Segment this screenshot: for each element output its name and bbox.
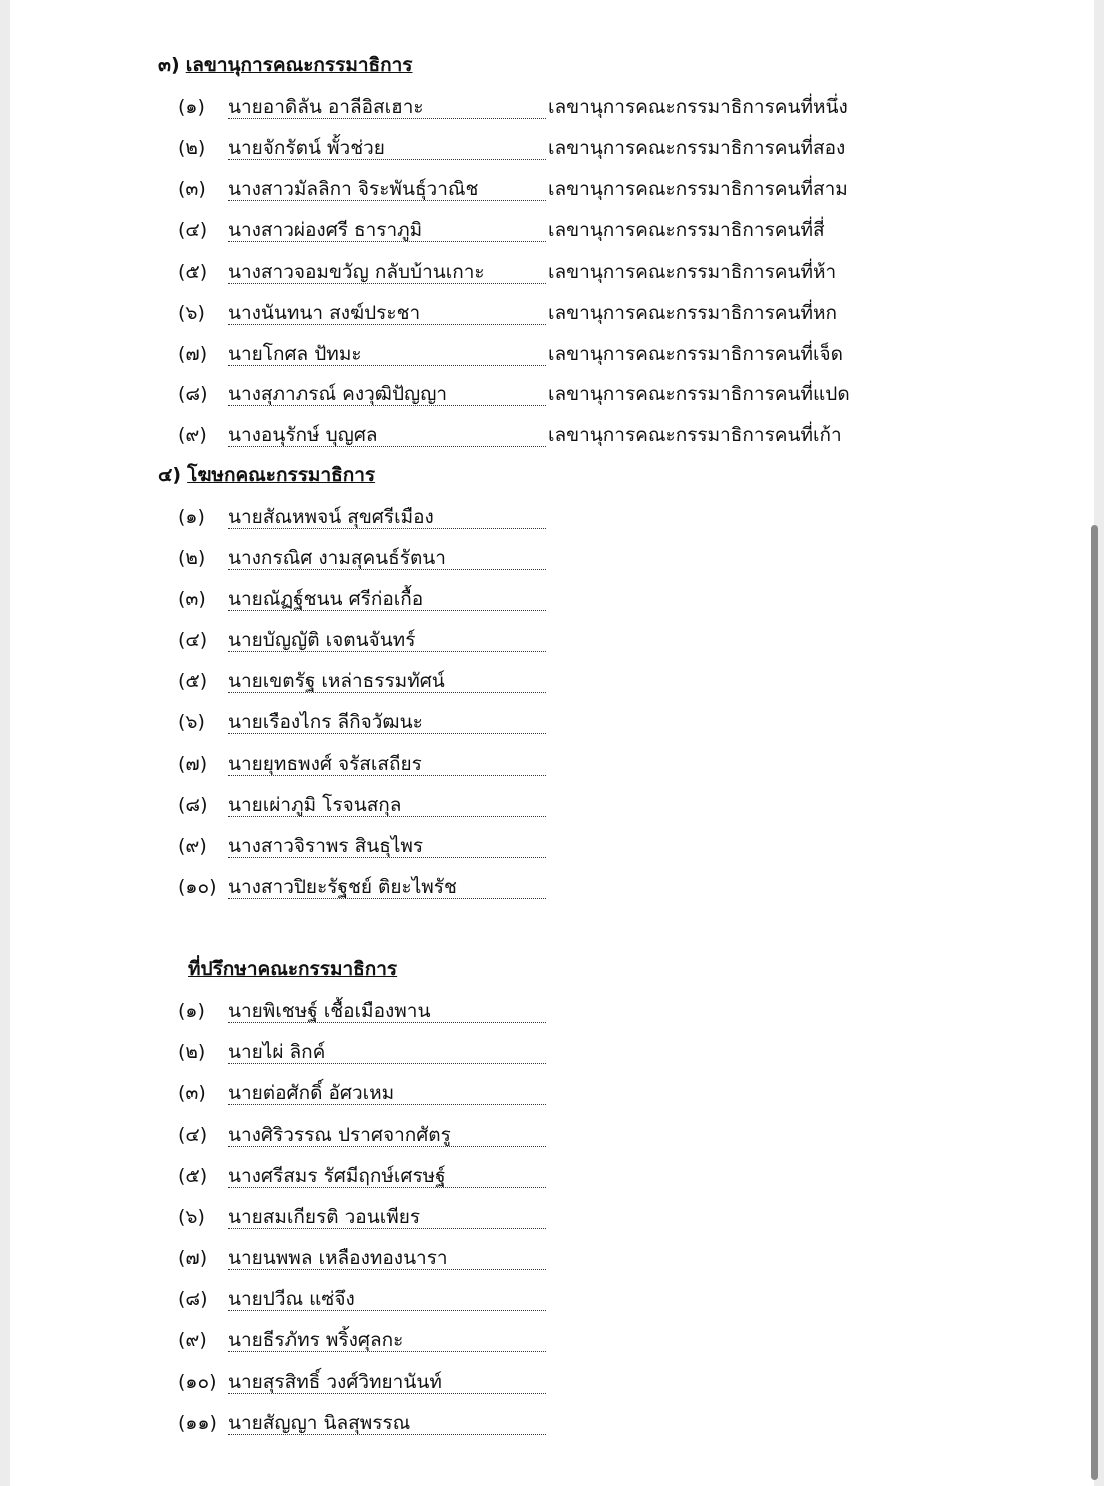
member-number: (๕) <box>178 261 208 283</box>
section-title: โฆษกคณะกรรมาธิการ <box>187 464 376 486</box>
member-name: นายไผ่ ลิกค์ <box>228 1037 546 1064</box>
member-name: นางนันทนา สงฆ์ประชา <box>228 298 546 325</box>
member-name: นายต่อศักดิ์ อัศวเหม <box>228 1078 546 1105</box>
member-row <box>10 1325 1094 1366</box>
section-heading-secretaries <box>158 50 413 80</box>
member-name: นางสาวจอมขวัญ กลับบ้านเกาะ <box>228 257 546 284</box>
member-name: นางสาวผ่องศรี ธาราภูมิ <box>228 215 546 242</box>
member-name: นายเผ่าภูมิ โรจนสกุล <box>228 790 546 817</box>
vertical-scrollbar[interactable] <box>1091 525 1098 1480</box>
member-name: นายสัญญา นิลสุพรรณ <box>228 1408 546 1435</box>
member-number: (๒) <box>178 137 206 159</box>
member-name: นางสุภาภรณ์ คงวุฒิปัญญา <box>228 379 546 406</box>
section-number: ๔) <box>158 464 182 486</box>
member-row <box>10 749 1094 790</box>
member-name: นางสาวปิยะรัฐชย์ ติยะไพรัช <box>228 872 546 899</box>
member-name: นายนพพล เหลืองทองนารา <box>228 1243 546 1270</box>
member-row <box>10 215 1094 256</box>
member-row <box>10 1120 1094 1161</box>
member-number: (๓) <box>178 588 206 610</box>
member-row <box>10 1161 1094 1202</box>
member-name: นายพิเชษฐ์ เชื้อเมืองพาน <box>228 996 546 1023</box>
member-name: นายโกศล ปัทมะ <box>228 339 546 366</box>
member-number: (๔) <box>178 629 208 651</box>
member-name: นางสาวมัลลิกา จิระพันธุ์วาณิช <box>228 174 546 201</box>
member-number: (๑๐) <box>178 876 217 898</box>
member-number: (๘) <box>178 794 208 816</box>
member-name: นายเรืองไกร ลีกิจวัฒนะ <box>228 707 546 734</box>
member-role: เลขานุการคณะกรรมาธิการคนที่สาม <box>548 178 848 200</box>
member-role: เลขานุการคณะกรรมาธิการคนที่แปด <box>548 383 850 405</box>
member-name: นายสุรสิทธิ์ วงศ์วิทยานันท์ <box>228 1367 546 1394</box>
member-number: (๙) <box>178 424 207 446</box>
member-number: (๑๑) <box>178 1412 217 1434</box>
section-heading-advisors: ที่ปรึกษาคณะกรรมาธิการ <box>188 958 398 980</box>
member-number: (๑) <box>178 506 205 528</box>
member-name: นายปวีณ แซ่จึง <box>228 1284 546 1311</box>
member-number: (๓) <box>178 1082 206 1104</box>
member-role: เลขานุการคณะกรรมาธิการคนที่สี่ <box>548 219 825 241</box>
member-row <box>10 133 1094 174</box>
member-row <box>10 379 1094 420</box>
member-number: (๒) <box>178 547 206 569</box>
member-row <box>10 625 1094 666</box>
member-row <box>10 543 1094 584</box>
member-row <box>10 1037 1094 1078</box>
member-number: (๕) <box>178 670 208 692</box>
member-number: (๓) <box>178 178 206 200</box>
member-role: เลขานุการคณะกรรมาธิการคนที่สอง <box>548 137 846 159</box>
member-name: นายอาดิลัน อาลีอิสเฮาะ <box>228 92 546 119</box>
member-role: เลขานุการคณะกรรมาธิการคนที่ห้า <box>548 261 837 283</box>
member-role: เลขานุการคณะกรรมาธิการคนที่เก้า <box>548 424 842 446</box>
member-row <box>10 420 1094 461</box>
member-row <box>10 872 1094 913</box>
member-row <box>10 92 1094 133</box>
member-number: (๖) <box>178 302 205 324</box>
section-heading-spokespersons <box>158 460 375 490</box>
member-row <box>10 1284 1094 1325</box>
member-number: (๑) <box>178 96 205 118</box>
member-number: (๗) <box>178 1247 208 1269</box>
member-row <box>10 1367 1094 1408</box>
member-name: นายสมเกียรติ วอนเพียร <box>228 1202 546 1229</box>
member-row <box>10 1202 1094 1243</box>
member-role: เลขานุการคณะกรรมาธิการคนที่เจ็ด <box>548 343 843 365</box>
member-row <box>10 584 1094 625</box>
member-row <box>10 298 1094 339</box>
member-role: เลขานุการคณะกรรมาธิการคนที่หนึ่ง <box>548 96 848 118</box>
member-number: (๘) <box>178 1288 208 1310</box>
member-name: นายสัณหพจน์ สุขศรีเมือง <box>228 502 546 529</box>
member-number: (๑) <box>178 1000 205 1022</box>
member-name: นายจักรัตน์ พั้วช่วย <box>228 133 546 160</box>
member-role: เลขานุการคณะกรรมาธิการคนที่หก <box>548 302 838 324</box>
member-name: นางศรีสมร รัศมีฤกษ์เศรษฐ์ <box>228 1161 546 1188</box>
member-row <box>10 996 1094 1037</box>
member-row <box>10 174 1094 215</box>
document-page <box>10 0 1094 1486</box>
member-row <box>10 707 1094 748</box>
member-number: (๖) <box>178 1206 205 1228</box>
member-number: (๙) <box>178 1329 207 1351</box>
member-row <box>10 257 1094 298</box>
member-number: (๗) <box>178 753 208 775</box>
member-name: นางอนุรักษ์ บุญศล <box>228 420 546 447</box>
member-name: นายเขตรัฐ เหล่าธรรมทัศน์ <box>228 666 546 693</box>
member-number: (๘) <box>178 383 208 405</box>
member-name: นายธีรภัทร พริ้งศุลกะ <box>228 1325 546 1352</box>
member-row <box>10 666 1094 707</box>
member-row <box>10 1408 1094 1449</box>
member-number: (๗) <box>178 343 208 365</box>
member-row <box>10 339 1094 380</box>
member-name: นายณัฏฐ์ชนน ศรีก่อเกื้อ <box>228 584 546 611</box>
member-number: (๔) <box>178 1124 208 1146</box>
member-name: นางศิริวรรณ ปราศจากศัตรู <box>228 1120 546 1147</box>
member-number: (๖) <box>178 711 205 733</box>
member-name: นายยุทธพงศ์ จรัสเสถียร <box>228 749 546 776</box>
member-number: (๒) <box>178 1041 206 1063</box>
member-row <box>10 1243 1094 1284</box>
member-row <box>10 1078 1094 1119</box>
member-name: นางกรณิศ งามสุคนธ์รัตนา <box>228 543 546 570</box>
member-number: (๕) <box>178 1165 208 1187</box>
member-row <box>10 831 1094 872</box>
section-title: เลขานุการคณะกรรมาธิการ <box>185 54 413 76</box>
member-name: นายบัญญัติ เจตนจันทร์ <box>228 625 546 652</box>
member-row <box>10 502 1094 543</box>
member-number: (๙) <box>178 835 207 857</box>
section-number: ๓) <box>158 54 180 76</box>
member-number: (๔) <box>178 219 208 241</box>
member-number: (๑๐) <box>178 1371 217 1393</box>
member-row <box>10 790 1094 831</box>
member-name: นางสาวจิราพร สินธุไพร <box>228 831 546 858</box>
